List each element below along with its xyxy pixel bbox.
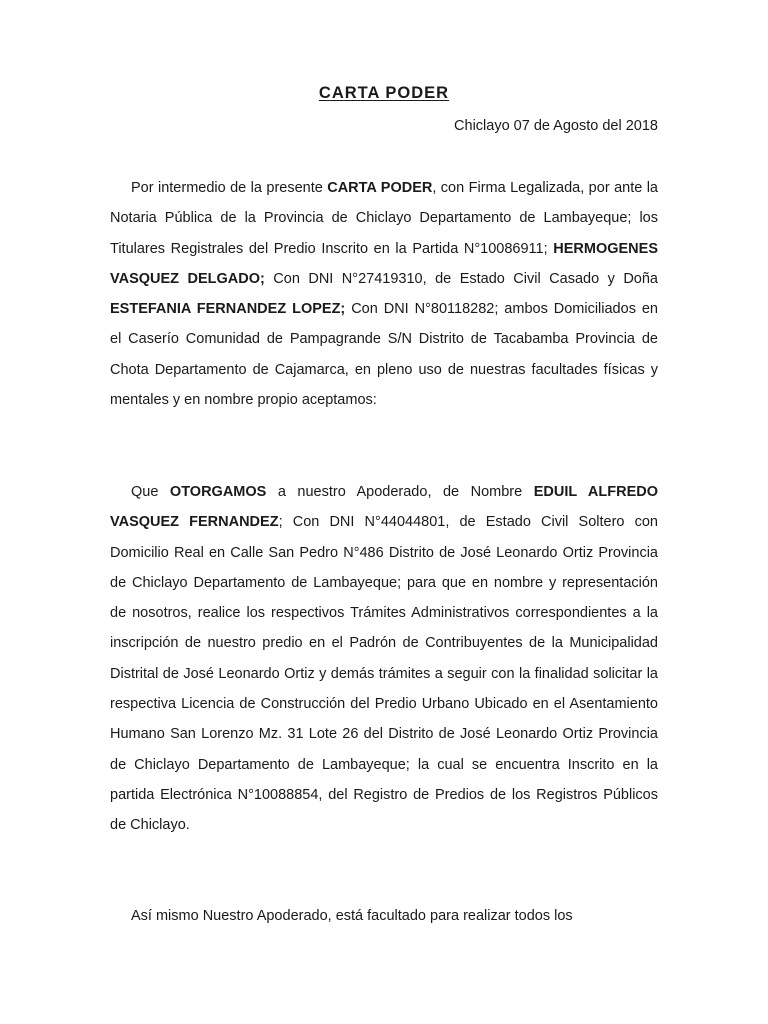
paragraph-text: Que (131, 484, 170, 500)
paragraph-text: a nuestro Apoderado, de Nombre (266, 484, 534, 500)
paragraph-text: Con DNI N°27419310, de Estado Civil Casado y Doña (264, 270, 658, 287)
paragraph-text: Con DNI N°80118282; ambos Domiciliados en el Caserío Comunidad de Pampagrande S/N Distrito de Tacabamba Provincia de Chota Departamento de Cajamarca, en pleno uso de nuestras facultades físicas y mentales y en nombre propio aceptamos: (110, 301, 658, 409)
document-date: Chiclayo 07 de Agosto del 2018 (454, 118, 658, 134)
bold-attorney-name: EDUIL ALFREDO VASQUEZ FERNANDEZ (110, 484, 658, 531)
paragraph-asi-mismo (110, 901, 658, 931)
document-title: CARTA PODER (318, 84, 450, 102)
paragraph-text: , con Firma Legalizada, por ante la Notaria Pública de la Provincia de Chiclayo Departamento de Lambayeque; los Titulares Registrales del Predio Inscrito en la Partida N°10086911; (110, 180, 658, 257)
paragraph-grant-intro (110, 173, 658, 415)
bold-grantor-name-1: HERMOGENES VASQUEZ DELGADO; (110, 240, 658, 287)
document-page (110, 0, 658, 1024)
paragraph-text: Así mismo Nuestro Apoderado, está facultado para realizar todos los (131, 908, 573, 924)
paragraph-otorgamos (110, 477, 658, 841)
bold-grantor-name-2: ESTEFANIA FERNANDEZ LOPEZ; (110, 301, 346, 318)
bold-carta-poder: CARTA PODER (327, 180, 433, 196)
bold-otorgamos: OTORGAMOS (169, 484, 267, 500)
paragraph-text: Por intermedio de la presente (131, 180, 328, 196)
paragraph-text: ; Con DNI N°44044801, de Estado Civil Soltero con Domicilio Real en Calle San Pedro N°486 Distrito de José Leonardo Ortiz Provincia de Chiclayo Departamento de Lambayeque; para que en nombre y representación de nosotros, realice los respectivos Trámites Administrativos correspondientes a la inscripción de nuestro predio en el Padrón de Contribuyentes de la Municipalidad Distrital de José Leonardo Ortiz y demás trámites a seguir con la finalidad solicitar la respectiva Licencia de Construcción del Predio Urbano Ubicado en el Asentamiento Humano San Lorenzo Mz. 31 Lote 26 del Distrito de José Leonardo Ortiz Provincia de Chiclayo Departamento de Lambayeque; la cual se encuentra Inscrito en la partida Electrónica N°10088854, del Registro de Predios de los Registros Públicos de Chiclayo. (110, 514, 658, 834)
